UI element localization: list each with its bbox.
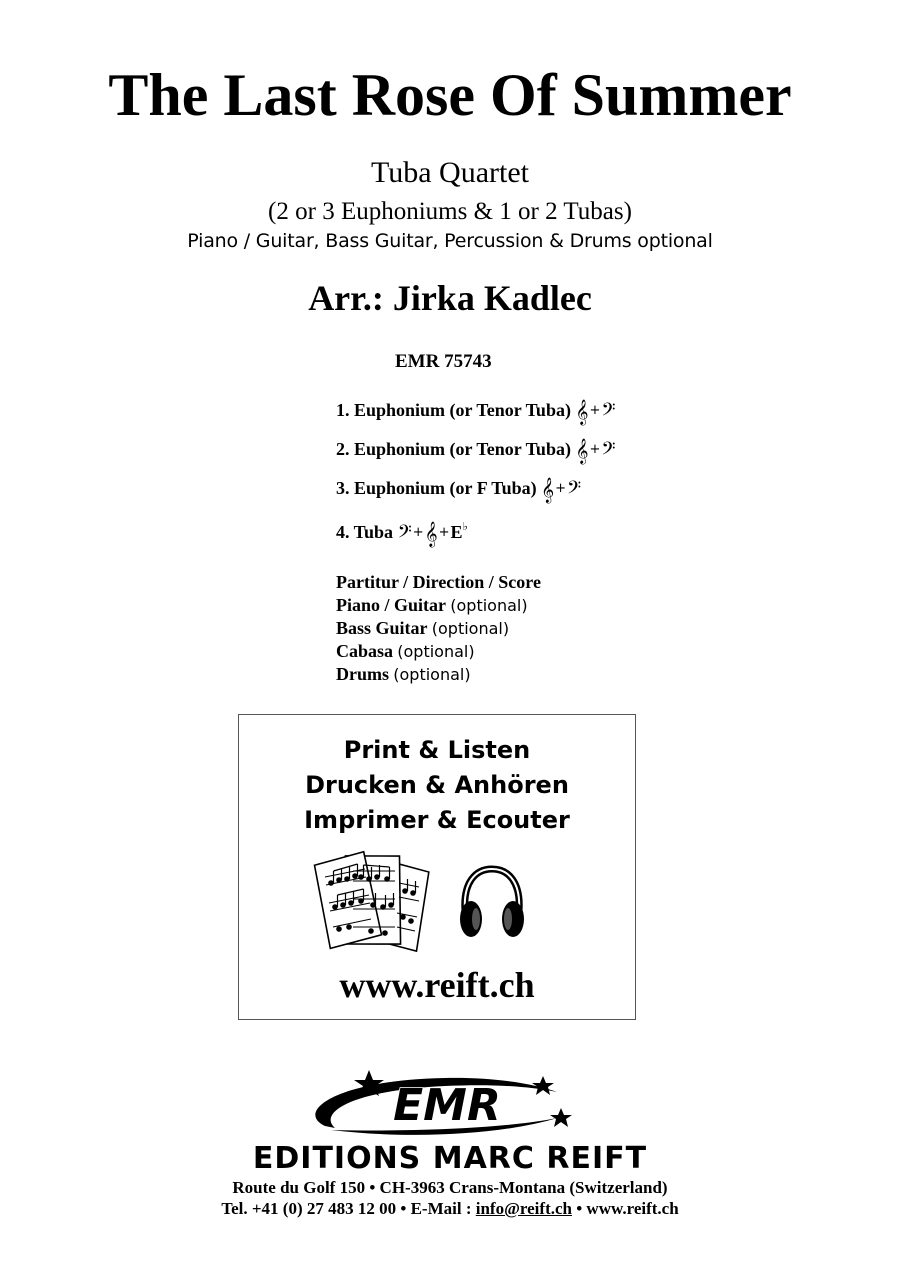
treble-clef-icon: 𝄞 (575, 400, 589, 425)
emr-logo-icon (295, 1070, 585, 1142)
print-line-en: Print & Listen (343, 736, 531, 764)
extra-item (336, 594, 541, 617)
publisher-name: EDITIONS MARC REIFT (252, 1141, 648, 1176)
key-e: E (450, 522, 463, 542)
box-website: www.reift.ch (339, 965, 535, 1005)
optional-instruments: Piano / Guitar, Bass Guitar, Percussion & Drums optional (187, 230, 713, 252)
catalog-number: EMR 75743 (395, 351, 492, 372)
plus-sign: + (412, 525, 424, 540)
arranger: Arr.: Jirka Kadlec (308, 278, 592, 318)
page-title: The Last Rose Of Summer (108, 62, 792, 128)
print-listen-box (238, 714, 636, 1020)
extra-item (336, 640, 541, 663)
flat-icon: ♭ (462, 520, 468, 533)
bass-clef-icon: 𝄢 (397, 522, 412, 547)
extras-list (336, 571, 541, 686)
publisher-address: Route du Golf 150 • CH-3963 Crans-Montana (Switzerland) (232, 1178, 668, 1197)
plus-sign: + (589, 403, 601, 418)
extra-name: Drums (336, 664, 389, 684)
bass-clef-icon: 𝄢 (601, 439, 616, 464)
part-label: 4. Tuba (336, 522, 394, 542)
part-item (336, 398, 616, 437)
instrumentation: (2 or 3 Euphoniums & 1 or 2 Tubas) (268, 198, 632, 225)
print-line-de: Drucken & Anhören (305, 771, 569, 799)
email-link[interactable]: info@reift.ch (475, 1199, 572, 1218)
parts-list (336, 398, 616, 554)
contact-web: • www.reift.ch (571, 1199, 679, 1218)
part-label: 1. Euphonium (or Tenor Tuba) (336, 400, 571, 420)
part-item (336, 437, 616, 476)
plus-sign: + (555, 481, 567, 496)
plus-sign: + (438, 525, 450, 540)
bass-clef-icon: 𝄢 (567, 478, 582, 503)
extra-note: (optional) (393, 665, 471, 684)
extra-item (336, 663, 541, 686)
publisher-contact (0, 1198, 900, 1220)
treble-clef-icon: 𝄞 (424, 522, 438, 547)
treble-clef-icon: 𝄞 (541, 478, 555, 503)
extra-name: Piano / Guitar (336, 595, 447, 615)
extra-item (336, 617, 541, 640)
ensemble-subtitle: Tuba Quartet (370, 156, 530, 189)
extra-name: Bass Guitar (336, 618, 428, 638)
extra-name: Partitur / Direction / Score (336, 572, 541, 592)
part-item (336, 476, 616, 515)
treble-clef-icon: 𝄞 (575, 439, 589, 464)
contact-phone: Tel. +41 (0) 27 483 12 00 • E-Mail : (221, 1199, 476, 1218)
print-line-fr: Imprimer & Ecouter (304, 806, 570, 834)
part-label: 2. Euphonium (or Tenor Tuba) (336, 439, 571, 459)
extra-name: Cabasa (336, 641, 394, 661)
print-listen-text (239, 733, 635, 838)
part-item (336, 515, 616, 554)
bass-clef-icon: 𝄢 (601, 400, 616, 425)
part-label: 3. Euphonium (or F Tuba) (336, 478, 537, 498)
sheet-music-icon (313, 847, 443, 957)
extra-item (336, 571, 541, 594)
extra-note: (optional) (450, 596, 528, 615)
emr-logo-text: EMR (393, 1080, 501, 1131)
extra-note: (optional) (431, 619, 510, 638)
plus-sign: + (589, 442, 601, 457)
headphones-icon (457, 863, 527, 943)
extra-note: (optional) (397, 642, 475, 661)
